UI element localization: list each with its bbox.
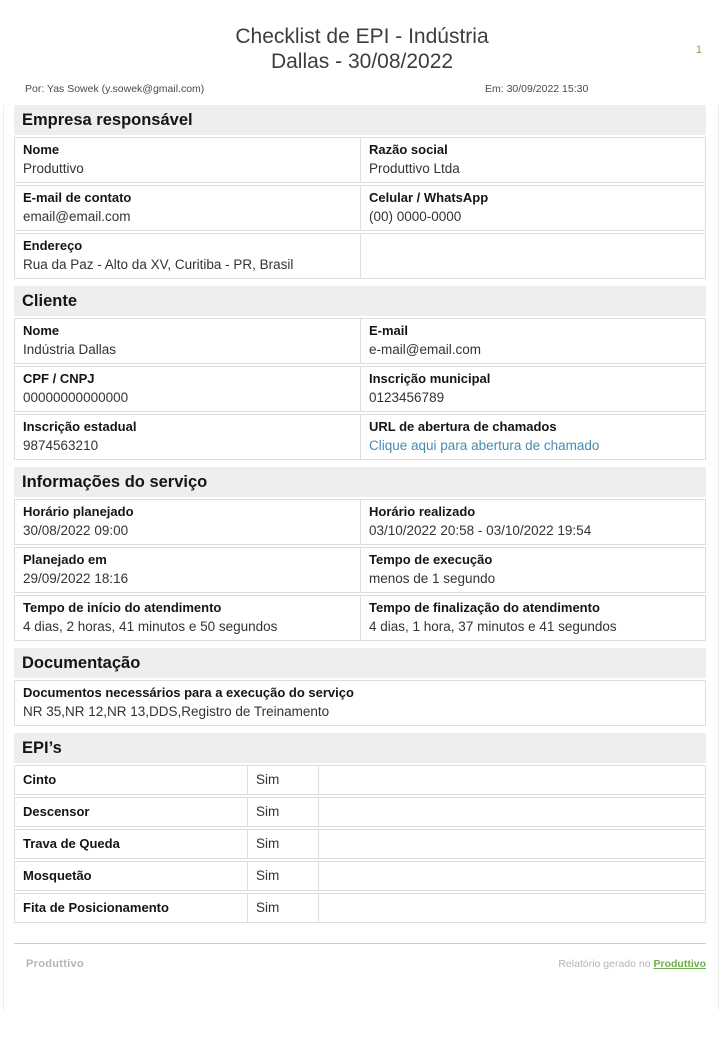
epi-row-cinto [14,765,706,795]
field-row [14,233,706,279]
epi-extra-cell [318,894,705,922]
field-label [369,236,697,255]
field-value: Indústria Dallas [23,342,117,357]
field-value: email@email.com [23,209,131,224]
field-row [14,366,706,412]
field-value: 00000000000000 [23,390,129,405]
page-body [3,105,719,1010]
field-value: 03/10/2022 20:58 - 03/10/2022 19:54 [369,523,592,538]
field-label: E-mail [369,323,409,338]
epi-extra-cell [318,766,705,794]
field-razao-social [360,138,705,182]
epi-item-name: Fita de Posicionamento [23,900,169,915]
field-horario-realizado [360,500,705,544]
field-value: (00) 0000-0000 [369,209,462,224]
section-empresa-header: Empresa responsável [14,105,706,135]
field-label: Tempo de finalização do atendimento [369,600,600,615]
footer-generated-prefix: Relatório gerado no [558,958,651,970]
section-empresa-responsavel [14,105,706,279]
field-row [14,499,706,545]
field-planejado-em [15,548,360,592]
footer-generated-text [558,958,706,970]
epi-row-mosquetao [14,861,706,891]
section-documentacao-header: Documentação [14,648,706,678]
open-ticket-link[interactable]: Clique aqui para abertura de chamado [369,438,600,453]
field-empty [360,234,705,278]
field-value: Produttivo Ltda [369,161,460,176]
field-cliente-email [360,319,705,363]
report-meta [0,83,724,96]
field-row [14,595,706,641]
report-author: Por: Yas Sowek (y.sowek@gmail.com) [25,83,205,95]
field-label: Horário realizado [369,504,476,519]
field-label: Horário planejado [23,504,134,519]
field-value: 4 dias, 1 hora, 37 minutos e 41 segundos [369,619,617,634]
field-label: E-mail de contato [23,190,132,205]
field-label: Tempo de início do atendimento [23,600,222,615]
epi-item-answer: Sim [247,862,318,890]
epi-item-name: Mosquetão [23,868,92,883]
field-url-abertura-chamados [360,415,705,459]
epi-extra-cell [318,862,705,890]
section-cliente-header: Cliente [14,286,706,316]
field-tempo-execucao [360,548,705,592]
field-label: Nome [23,323,60,338]
field-cliente-nome [15,319,360,363]
footer-produttivo-link[interactable]: Produttivo [653,958,706,970]
field-value: 4 dias, 2 horas, 41 minutos e 50 segundos [23,619,278,634]
field-tempo-finalizacao-atendimento [360,596,705,640]
section-informacoes-servico [14,467,706,641]
field-label: Inscrição estadual [23,419,137,434]
field-label: Nome [23,142,60,157]
footer [14,958,706,970]
field-endereco [15,234,360,278]
field-label: Planejado em [23,552,107,567]
field-row [14,137,706,183]
report-title-line1: Checklist de EPI - Indústria [235,25,489,48]
field-horario-planejado [15,500,360,544]
epi-item-answer: Sim [247,766,318,794]
section-documentacao [14,648,706,726]
field-label: CPF / CNPJ [23,371,95,386]
epi-extra-cell [318,830,705,858]
field-label: Endereço [23,238,83,253]
field-celular-whatsapp [360,186,705,230]
field-value: Produttivo [23,161,84,176]
section-epis [14,733,706,923]
field-value: NR 35,NR 12,NR 13,DDS,Registro de Treinamento [23,704,330,719]
field-label: Documentos necessários para a execução do serviço [23,685,354,700]
page-number: 1 [695,44,702,56]
field-value: 0123456789 [369,390,445,405]
field-row [14,547,706,593]
field-label: URL de abertura de chamados [369,419,557,434]
field-value [369,255,697,274]
epi-item-name: Cinto [23,772,57,787]
field-value: 9874563210 [23,438,99,453]
field-row [14,185,706,231]
epi-item-name: Descensor [23,804,90,819]
field-row [14,414,706,460]
report-generated-at: Em: 30/09/2022 15:30 [485,83,589,95]
field-value: menos de 1 segundo [369,571,496,586]
footer-brand: Produttivo [26,958,84,970]
field-value: Rua da Paz - Alto da XV, Curitiba - PR, Brasil [23,257,294,272]
epi-row-trava-de-queda [14,829,706,859]
field-nome [15,138,360,182]
field-row [14,318,706,364]
epi-item-answer: Sim [247,894,318,922]
field-documentos-necessarios [14,680,706,726]
epi-item-name: Trava de Queda [23,836,120,851]
section-servico-header: Informações do serviço [14,467,706,497]
report-page [0,24,724,1010]
footer-divider [14,943,706,944]
field-email-contato [15,186,360,230]
epi-row-descensor [14,797,706,827]
section-epis-header: EPI’s [14,733,706,763]
section-cliente [14,286,706,460]
epi-row-fita-de-posicionamento [14,893,706,923]
field-label: Inscrição municipal [369,371,491,386]
field-cpf-cnpj [15,367,360,411]
field-tempo-inicio-atendimento [15,596,360,640]
report-title-line2: Dallas - 30/08/2022 [270,50,454,73]
field-value: e-mail@email.com [369,342,481,357]
field-value: 29/09/2022 18:16 [23,571,129,586]
field-label: Razão social [369,142,448,157]
field-inscricao-municipal [360,367,705,411]
report-title [0,24,724,74]
field-inscricao-estadual [15,415,360,459]
field-value: 30/08/2022 09:00 [23,523,129,538]
field-label: Celular / WhatsApp [369,190,489,205]
epi-extra-cell [318,798,705,826]
epi-item-answer: Sim [247,798,318,826]
epi-item-answer: Sim [247,830,318,858]
field-label: Tempo de execução [369,552,493,567]
